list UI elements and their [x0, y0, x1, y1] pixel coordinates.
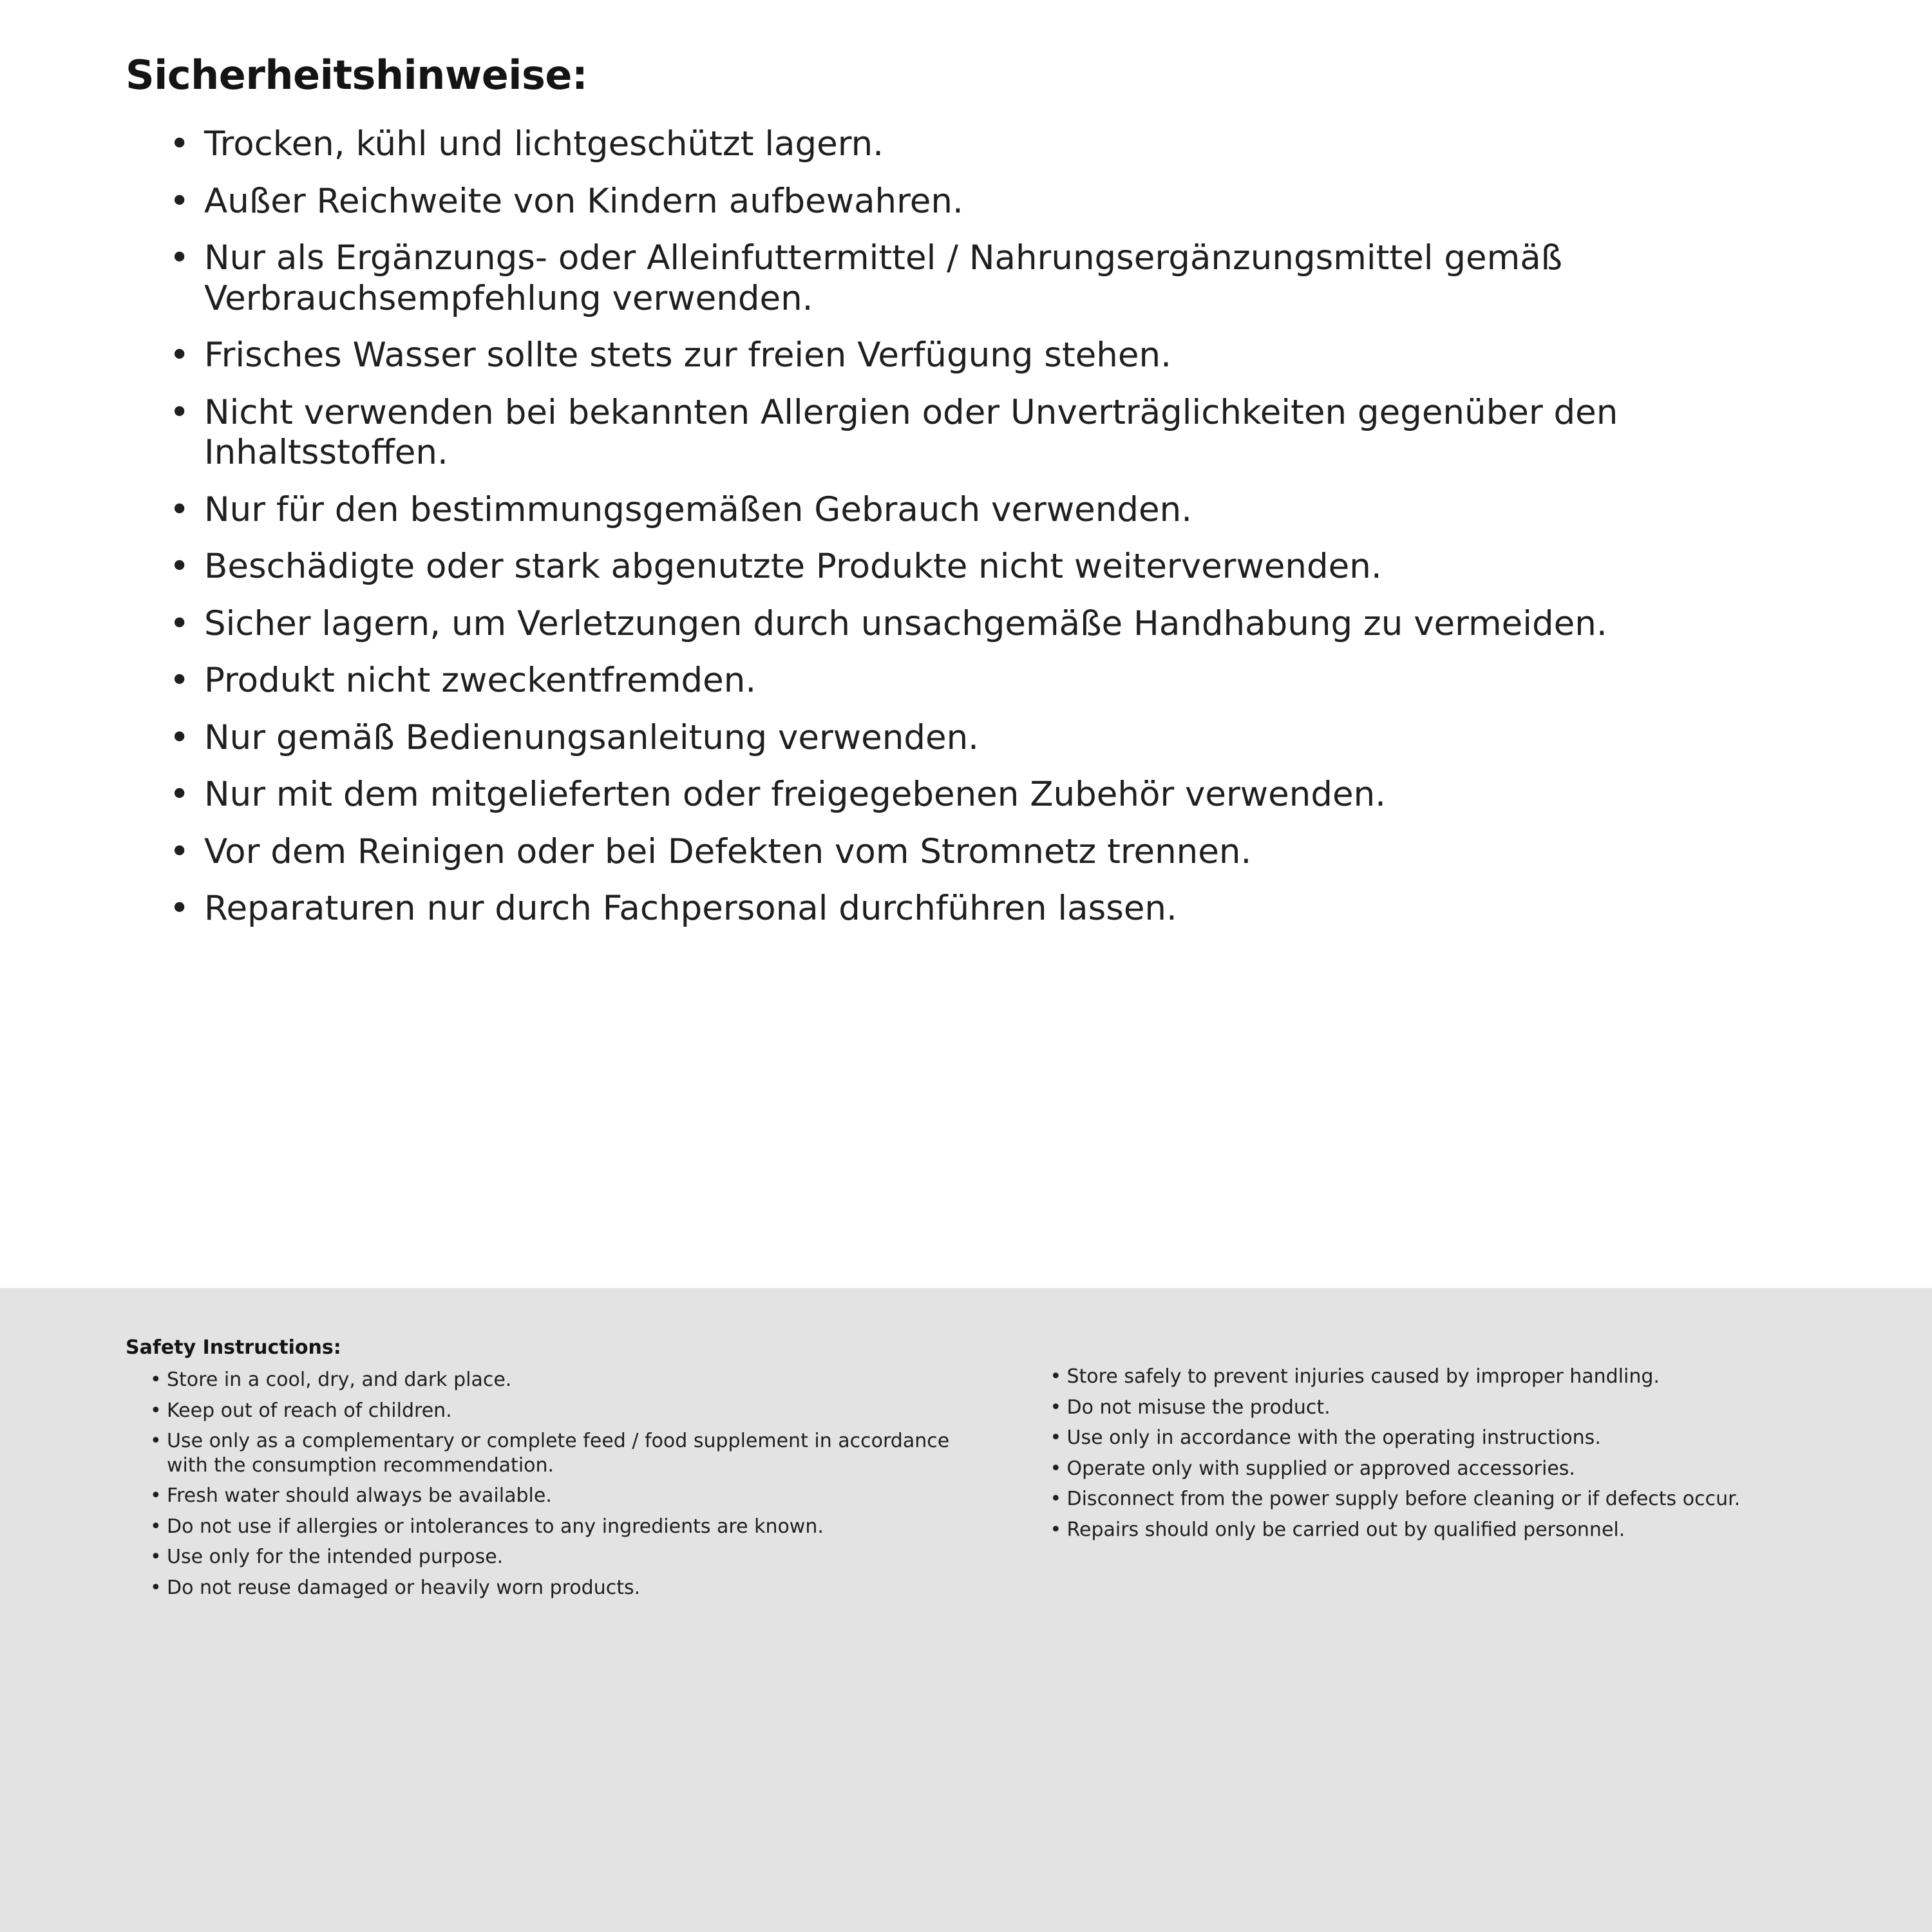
german-section-title: Sicherheitshinweise:	[126, 52, 588, 99]
list-item	[150, 1429, 955, 1477]
english-safety-section	[0, 1288, 1932, 1932]
list-item-text: Do not reuse damaged or heavily worn products.	[167, 1576, 641, 1599]
list-item	[164, 393, 1853, 473]
bullet-icon: •	[169, 831, 190, 871]
list-item	[164, 661, 1853, 701]
bullet-icon: •	[169, 238, 190, 278]
english-safety-list-right	[1026, 1365, 1855, 1542]
english-section-title: Safety Instructions:	[126, 1336, 341, 1359]
bullet-icon: •	[150, 1546, 162, 1568]
list-item	[164, 775, 1853, 815]
list-item-text: Do not use if allergies or intolerances to any ingredients are known.	[167, 1515, 824, 1538]
list-item-text: Repairs should only be carried out by qualified personnel.	[1066, 1518, 1625, 1541]
list-item-text: Sicher lagern, um Verletzungen durch unsachgemäße Handhabung zu vermeiden.	[204, 603, 1607, 643]
bullet-icon: •	[150, 1576, 162, 1599]
bullet-icon: •	[150, 1484, 162, 1507]
list-item	[164, 889, 1853, 929]
list-item	[150, 1576, 955, 1600]
list-item-text: Disconnect from the power supply before cleaning or if defects occur.	[1066, 1488, 1741, 1510]
bullet-icon: •	[150, 1515, 162, 1538]
list-item	[1050, 1487, 1855, 1511]
list-item	[150, 1368, 955, 1392]
list-item-text: Operate only with supplied or approved accessories.	[1066, 1457, 1575, 1480]
list-item-text: Keep out of reach of children.	[167, 1399, 452, 1422]
english-column-left	[126, 1336, 955, 1606]
list-item	[1050, 1365, 1855, 1389]
bullet-icon: •	[150, 1430, 162, 1452]
bullet-icon: •	[169, 775, 190, 815]
bullet-icon: •	[150, 1368, 162, 1391]
bullet-icon: •	[1050, 1426, 1062, 1449]
list-item-text: Nur gemäß Bedienungsanleitung verwenden.	[204, 717, 980, 757]
list-item	[150, 1399, 955, 1423]
bullet-icon: •	[169, 124, 190, 164]
english-column-right	[1026, 1336, 1855, 1548]
list-item-text: Produkt nicht zweckentfremden.	[204, 661, 757, 701]
list-item-text: Nur mit dem mitgelieferten oder freigegebenen Zubehör verwenden.	[204, 775, 1387, 815]
list-item-text: Store in a cool, dry, and dark place.	[167, 1368, 512, 1391]
bullet-icon: •	[1050, 1488, 1062, 1510]
list-item-text: Nicht verwenden bei bekannten Allergien oder Unverträglichkeiten gegenüber den Inhaltsstoffen.	[204, 392, 1618, 473]
german-safety-list	[126, 124, 1855, 929]
list-item	[164, 182, 1853, 222]
list-item-text: Frisches Wasser sollte stets zur freien Verfügung stehen.	[204, 336, 1171, 375]
list-item-text: Außer Reichweite von Kindern aufbewahren.	[204, 181, 963, 221]
bullet-icon: •	[169, 392, 190, 432]
list-item	[1050, 1396, 1855, 1420]
list-item	[1050, 1426, 1855, 1450]
bullet-icon: •	[169, 889, 190, 929]
list-item	[164, 604, 1853, 645]
list-item-text: Fresh water should always be available.	[167, 1484, 552, 1507]
bullet-icon: •	[1050, 1518, 1062, 1541]
list-item-text: Use only in accordance with the operating instructions.	[1066, 1426, 1601, 1449]
bullet-icon: •	[150, 1399, 162, 1422]
list-item-text: Nur für den bestimmungsgemäßen Gebrauch verwenden.	[204, 489, 1193, 529]
list-item-text: Store safely to prevent injuries caused by improper handling.	[1066, 1365, 1660, 1388]
list-item	[150, 1484, 955, 1508]
bullet-icon: •	[169, 547, 190, 587]
bullet-icon: •	[169, 717, 190, 757]
bullet-icon: •	[169, 603, 190, 643]
bullet-icon: •	[169, 661, 190, 701]
list-item-text: Reparaturen nur durch Fachpersonal durchführen lassen.	[204, 889, 1177, 929]
list-item-text: Use only for the intended purpose.	[167, 1546, 504, 1568]
list-item-text: Trocken, kühl und lichtgeschützt lagern.	[204, 124, 884, 164]
list-item-text: Do not misuse the product.	[1066, 1396, 1331, 1419]
bullet-icon: •	[169, 181, 190, 221]
bullet-icon: •	[169, 489, 190, 529]
list-item	[164, 124, 1853, 165]
list-item-text: Nur als Ergänzungs- oder Alleinfuttermittel / Nahrungsergänzungsmittel gemäß Verbrauchsempfehlung verwenden.	[204, 238, 1563, 318]
list-item	[164, 336, 1853, 376]
english-safety-list-left	[126, 1368, 955, 1600]
list-item	[1050, 1457, 1855, 1481]
list-item	[164, 547, 1853, 587]
list-item	[1050, 1518, 1855, 1542]
list-item	[150, 1545, 955, 1569]
list-item-text: Use only as a complementary or complete feed / food supplement in accordance with the consumption recommendation.	[167, 1430, 950, 1477]
list-item	[164, 832, 1853, 873]
list-item	[164, 238, 1853, 319]
list-item	[150, 1515, 955, 1539]
bullet-icon: •	[1050, 1396, 1062, 1419]
list-item-text: Beschädigte oder stark abgenutzte Produkte nicht weiterverwenden.	[204, 547, 1382, 587]
bullet-icon: •	[1050, 1365, 1062, 1388]
list-item	[164, 490, 1853, 531]
bullet-icon: •	[1050, 1457, 1062, 1480]
list-item	[164, 718, 1853, 759]
list-item-text: Vor dem Reinigen oder bei Defekten vom Stromnetz trennen.	[204, 831, 1252, 871]
bullet-icon: •	[169, 336, 190, 375]
